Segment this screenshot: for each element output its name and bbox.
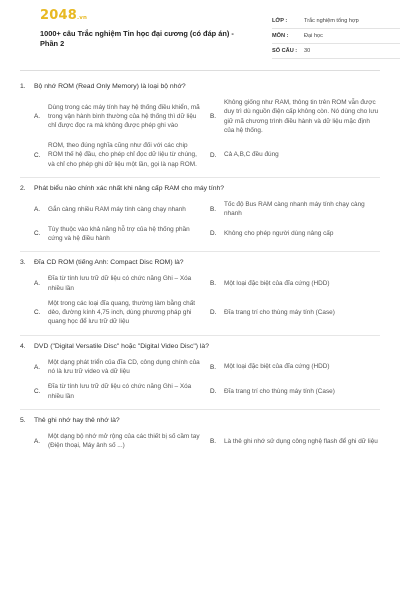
option-text: Đĩa trang trí cho thùng máy tính (Case) [224,309,335,317]
document-title: 1000+ câu Trắc nghiệm Tin học đại cương (có đáp án) - Phần 2 [40,29,234,48]
option-text: Một trong các loại đĩa quang, thường làm bằng chất dẻo, đường kính 4,75 inch, dùng phương pháp ghi quang học để lưu trữ dữ liệu [48,299,196,326]
option-letter: A. [34,437,41,445]
option-text: Một loại đặc biệt của đĩa cứng (HDD) [224,279,330,287]
option-letter: A. [34,280,41,288]
option-letter: B. [210,113,217,121]
question-text: DVD ("Digital Versatile Disc" hoặc "Digital Video Disc") là? [34,342,209,350]
question-number: 5. [20,416,26,424]
option-text: Không cho phép người dùng nâng cấp [224,230,334,238]
option-letter: B. [210,205,217,213]
option-grid [34,200,380,243]
option-letter: C. [34,230,41,238]
option-text: ROM, theo đúng nghĩa cũng như đối với các chip ROM thế hệ đầu, cho phép chỉ đọc dữ liệu từ chúng, và chỉ cho phép ghi dữ liệu một lần, gọi là nạp ROM. [48,142,197,168]
option-text: Một loại đặc biệt của đĩa cứng (HDD) [224,363,330,371]
question-text: Thẻ ghi nhớ hay thẻ nhớ là? [34,416,120,424]
question-item [20,258,380,335]
question-stem [20,82,380,92]
answer-option[interactable] [34,225,204,244]
question-item [20,416,380,451]
answer-option[interactable] [210,432,380,451]
meta-value: Đại học [304,33,323,39]
question-number: 2. [20,185,26,193]
answer-option[interactable] [210,274,380,293]
option-letter: A. [34,113,41,121]
question-item [20,184,380,252]
answer-option[interactable] [34,98,204,135]
answer-option[interactable] [34,141,204,169]
answer-option[interactable] [210,225,380,244]
option-letter: B. [210,363,217,371]
header-divider [20,70,380,71]
meta-row [272,29,400,44]
answer-option[interactable] [34,274,204,293]
answer-option[interactable] [34,299,204,327]
question-item [20,82,380,178]
document-meta [272,14,400,59]
option-text: Đĩa từ tính lưu trữ dữ liệu có chức năng Ghi – Xóa nhiều lần [48,383,192,400]
answer-option[interactable] [210,299,380,327]
option-grid [34,274,380,326]
option-text: Một dạng phát triển của đĩa CD, công dụng chính của nó là lưu trữ video và dữ liệu [48,358,200,376]
answer-option[interactable] [210,200,380,219]
meta-row [272,44,400,59]
question-list [20,76,380,451]
answer-option[interactable] [210,141,380,169]
option-grid [34,358,380,401]
option-letter: A. [34,363,41,371]
question-number: 4. [20,342,26,350]
option-text: Đĩa từ tính lưu trữ dữ liệu có chức năng Ghi – Xóa nhiều lần [48,275,192,292]
question-stem [20,342,380,352]
option-text: Đĩa trang trí cho thùng máy tính (Case) [224,387,335,395]
question-number: 3. [20,259,26,267]
option-grid [34,432,380,451]
question-separator [20,335,380,336]
meta-key: MÔN : [272,33,289,39]
question-text: Phát biểu nào chính xác nhất khi nâng cấp RAM cho máy tính? [34,185,225,193]
question-stem [20,184,380,194]
option-letter: B. [210,437,217,445]
option-letter: D. [210,388,217,396]
meta-row [272,14,400,29]
option-letter: D. [210,309,217,317]
option-text: Gắn càng nhiều RAM máy tính càng chạy nhanh [48,205,186,213]
meta-key: LỚP : [272,18,288,24]
site-logo[interactable]: 2048.vn [40,8,88,23]
question-text: Bộ nhớ ROM (Read Only Memory) là loại bộ nhớ? [34,83,186,90]
meta-value: 30 [304,48,311,54]
option-text: Một dạng bộ nhớ mở rộng của các thiết bị số cầm tay (Điện thoại, Máy ảnh số ...) [48,432,200,450]
option-text: Dùng trong các máy tính hay hệ thống điều khiển, mã trong vận hành bình thường của hệ thống thì dữ liệu chỉ được đọc ra mà không được phép ghi vào [48,103,200,130]
option-grid [34,98,380,169]
option-letter: C. [34,151,41,159]
question-separator [20,251,380,252]
option-text: Là thẻ ghi nhớ sử dụng công nghệ flash để ghi dữ liệu [224,437,378,445]
answer-option[interactable] [210,358,380,377]
option-text: Không giống như RAM, thông tin trên ROM vẫn được duy trì dù nguồn điện cấp không còn. Nó dùng cho lưu giữ mã chương trình điều hành và dữ liệu mặc định của hệ thống. [224,99,379,134]
answer-option[interactable] [34,358,204,377]
question-stem [20,258,380,268]
question-separator [20,409,380,410]
meta-key: SỐ CÂU : [272,48,298,54]
option-letter: C. [34,309,41,317]
question-separator [20,177,380,178]
question-item [20,342,380,410]
option-text: Tốc độ Bus RAM càng nhanh máy tính chạy càng nhanh [224,201,365,218]
answer-option[interactable] [210,382,380,401]
option-text: Cả A,B,C đều đúng [224,151,279,159]
option-text: Tùy thuộc vào khả năng hỗ trợ của hệ thống phần cứng và hệ điều hành [48,225,190,242]
option-letter: D. [210,230,217,238]
option-letter: C. [34,388,41,396]
document-header [20,0,380,66]
answer-option[interactable] [34,200,204,219]
answer-option[interactable] [34,432,204,451]
question-stem [20,416,380,426]
option-letter: D. [210,151,217,159]
option-letter: B. [210,280,217,288]
answer-option[interactable] [34,382,204,401]
option-letter: A. [34,205,41,213]
question-number: 1. [20,83,26,90]
answer-option[interactable] [210,98,380,135]
meta-value: Trắc nghiệm tổng hợp [304,18,359,24]
question-text: Đĩa CD ROM (tiếng Anh: Compact Disc ROM) là? [34,259,184,267]
